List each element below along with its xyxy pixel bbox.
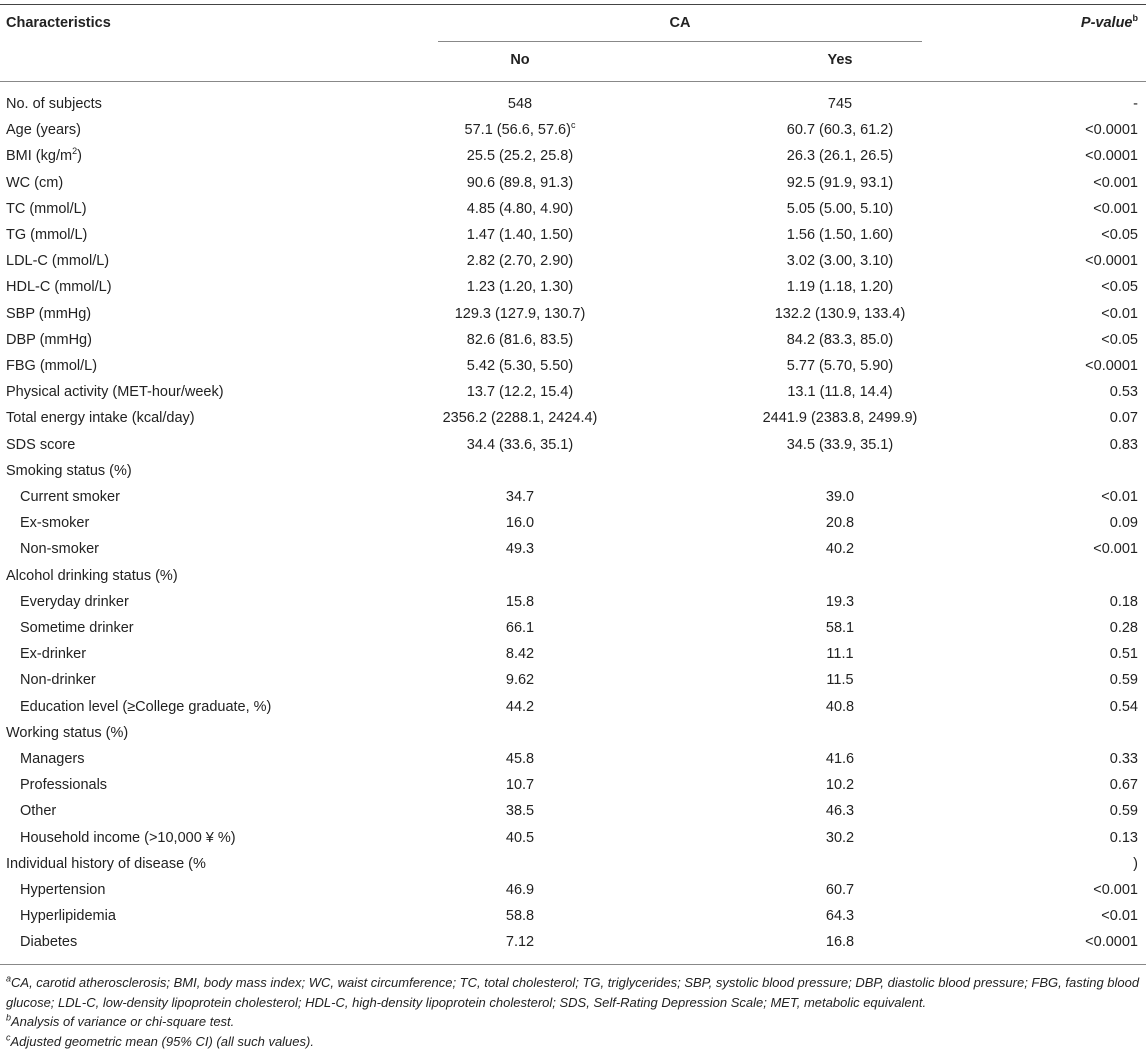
row-label (20, 488, 120, 506)
row-label-text: SDS score (6, 437, 76, 453)
row-label (6, 331, 92, 349)
row-value-no-text: 44.2 (505, 699, 535, 715)
row-value-no-text: 7.12 (505, 934, 535, 950)
row-value-no (440, 488, 600, 506)
header-group-ca: CA (669, 15, 691, 31)
row-value-no-text: 2356.2 (2288.1, 2424.4) (442, 410, 598, 426)
row-value-no (440, 357, 600, 375)
header-pvalue (1081, 14, 1138, 32)
row-value-yes: 5.05 (5.00, 5.10) (786, 201, 894, 217)
row-label-text: Current smoker (20, 489, 120, 505)
row-value-no-sup: c (570, 120, 576, 131)
row-value-no-text: 1.23 (1.20, 1.30) (466, 279, 574, 295)
row-value-yes: 132.2 (130.9, 133.4) (774, 306, 906, 322)
row-label-text: Age (years) (6, 122, 81, 138)
row-label-text: SBP (mmHg) (6, 306, 92, 322)
row-value-no-text: 40.5 (505, 830, 535, 846)
row-pvalue: <0.0001 (1085, 122, 1138, 138)
row-value-no (440, 409, 600, 427)
row-label (20, 750, 84, 768)
row-pvalue: - (1133, 96, 1138, 112)
row-value-no (440, 514, 600, 532)
row-label-text: Non-smoker (20, 541, 99, 557)
row-value-yes: 41.6 (825, 751, 855, 767)
row-pvalue: 0.59 (1109, 803, 1138, 819)
row-value-yes: 2441.9 (2383.8, 2499.9) (762, 410, 918, 426)
row-pvalue: <0.05 (1101, 279, 1138, 295)
row-value-yes: 13.1 (11.8, 14.4) (787, 384, 893, 400)
row-label-text: Other (20, 803, 57, 819)
row-label-text: Ex-drinker (20, 646, 87, 662)
row-value-yes: 11.5 (826, 672, 854, 688)
row-value-no (440, 750, 600, 768)
row-label (20, 698, 271, 716)
row-value-no (440, 278, 600, 296)
row-value-no (440, 121, 600, 139)
row-label-text: Hypertension (20, 882, 106, 898)
row-label-text: Non-drinker (20, 672, 96, 688)
row-value-yes: 40.2 (825, 541, 855, 557)
row-label (6, 278, 112, 296)
footnote-a-sup: a (6, 973, 12, 984)
row-label (6, 462, 132, 480)
row-value-no (440, 226, 600, 244)
row-value-no (440, 147, 600, 165)
table-bottom-rule (0, 964, 1146, 965)
row-value-yes: 3.02 (3.00, 3.10) (786, 253, 894, 269)
row-value-no-text: 49.3 (505, 541, 535, 557)
row-pvalue: <0.001 (1093, 882, 1138, 898)
row-value-no-text: 90.6 (89.8, 91.3) (466, 175, 574, 191)
row-pvalue: 0.09 (1109, 515, 1138, 531)
row-value-no (440, 593, 600, 611)
row-pvalue: 0.07 (1109, 410, 1138, 426)
row-pvalue: 0.51 (1109, 646, 1138, 662)
row-value-no (440, 540, 600, 558)
header-pvalue-sup: b (1132, 13, 1138, 24)
row-label (20, 671, 96, 689)
header-bottom-rule (0, 81, 1146, 82)
row-value-no-text: 548 (507, 96, 533, 112)
row-label-text: No. of subjects (6, 96, 102, 112)
header-yes: Yes (827, 52, 853, 68)
row-value-no (440, 671, 600, 689)
row-label-tail: ) (77, 148, 82, 164)
row-value-no-text: 2.82 (2.70, 2.90) (466, 253, 574, 269)
row-value-no-text: 129.3 (127.9, 130.7) (454, 306, 586, 322)
row-pvalue: ) (1133, 856, 1138, 872)
row-value-no (440, 776, 600, 794)
row-value-yes: 10.2 (825, 777, 855, 793)
row-value-yes: 1.56 (1.50, 1.60) (786, 227, 894, 243)
row-label (20, 540, 99, 558)
row-label (6, 121, 81, 139)
footnote-b-sup: b (6, 1012, 12, 1023)
row-value-no (440, 252, 600, 270)
row-pvalue: 0.28 (1109, 620, 1138, 636)
row-label-text: Managers (20, 751, 85, 767)
row-value-no (440, 200, 600, 218)
row-pvalue: <0.0001 (1085, 253, 1138, 269)
row-pvalue: <0.001 (1093, 541, 1138, 557)
row-label (6, 95, 102, 113)
row-value-yes: 39.0 (825, 489, 855, 505)
row-label (6, 436, 75, 454)
row-value-yes: 5.77 (5.70, 5.90) (786, 358, 894, 374)
row-value-no-text: 57.1 (56.6, 57.6) (464, 122, 571, 138)
row-value-no-text: 8.42 (505, 646, 535, 662)
row-label-text: DBP (mmHg) (6, 332, 92, 348)
row-pvalue: <0.0001 (1085, 148, 1138, 164)
row-pvalue: <0.01 (1101, 908, 1138, 924)
row-value-yes: 34.5 (33.9, 35.1) (786, 437, 894, 453)
header-pvalue-text: P-value (1080, 15, 1133, 31)
row-value-yes: 745 (827, 96, 853, 112)
row-label-text: Sometime drinker (20, 620, 134, 636)
row-label (6, 855, 206, 873)
footnote-c-text: Adjusted geometric mean (95% CI) (all such values). (10, 1033, 314, 1049)
row-value-yes: 11.1 (826, 646, 854, 662)
row-label-text: Working status (%) (6, 725, 129, 741)
row-value-no-text: 34.7 (505, 489, 535, 505)
row-value-no-text: 1.47 (1.40, 1.50) (466, 227, 574, 243)
row-value-no-text: 82.6 (81.6, 83.5) (466, 332, 574, 348)
row-pvalue: <0.05 (1101, 227, 1138, 243)
footnote-c-sup: c (6, 1032, 11, 1043)
row-value-yes: 64.3 (825, 908, 855, 924)
row-pvalue: 0.59 (1109, 672, 1138, 688)
row-label (6, 147, 82, 165)
row-value-no-text: 25.5 (25.2, 25.8) (466, 148, 574, 164)
table-top-rule (0, 4, 1146, 5)
row-pvalue: 0.13 (1109, 830, 1138, 846)
row-label-text: Hyperlipidemia (20, 908, 116, 924)
row-value-yes: 19.3 (825, 594, 855, 610)
row-value-no (440, 933, 600, 951)
row-value-no (440, 802, 600, 820)
row-label-sup: 2 (72, 146, 78, 157)
row-label (6, 357, 97, 375)
row-label (20, 907, 116, 925)
row-value-yes: 92.5 (91.9, 93.1) (786, 175, 894, 191)
row-label-text: Ex-smoker (20, 515, 90, 531)
row-label-text: Diabetes (20, 934, 78, 950)
row-label-text: Professionals (20, 777, 108, 793)
footnote-a-text: CA, carotid atherosclerosis; BMI, body mass index; WC, waist circumference; TC, total cholesterol; TG, triglycerides; SBP, systolic blood pressure; DBP, diastolic blood pressure; FBG, fasting blood glucose; LDL-C, low-density lipoprotein cholesterol; HDL-C, high-density lipoprotein cholesterol; SDS, Self-Rating Depression Scale; MET, metabolic equivalent. (6, 975, 1140, 1010)
row-pvalue: <0.05 (1101, 332, 1138, 348)
row-label-text: Physical activity (MET-hour/week) (6, 384, 224, 400)
row-label (20, 881, 105, 899)
row-pvalue: <0.0001 (1085, 358, 1138, 374)
row-value-yes: 30.2 (825, 830, 855, 846)
row-value-no-text: 9.62 (505, 672, 535, 688)
row-label (6, 383, 224, 401)
row-value-no-text: 15.8 (505, 594, 535, 610)
row-value-no-text: 10.7 (505, 777, 535, 793)
row-value-no-text: 58.8 (505, 908, 535, 924)
row-label-text: BMI (kg/m (6, 148, 73, 164)
row-value-no-text: 16.0 (505, 515, 535, 531)
row-value-no (440, 698, 600, 716)
row-pvalue: 0.53 (1109, 384, 1138, 400)
row-value-no-text: 4.85 (4.80, 4.90) (466, 201, 574, 217)
row-label-text: Education level (≥College graduate, %) (20, 699, 272, 715)
row-label (6, 409, 195, 427)
row-pvalue: 0.83 (1109, 437, 1138, 453)
row-value-no-text: 46.9 (505, 882, 535, 898)
row-label (6, 567, 178, 585)
row-value-yes: 40.8 (825, 699, 855, 715)
row-label (20, 776, 107, 794)
row-value-no (440, 645, 600, 663)
row-label (6, 174, 63, 192)
row-label (20, 802, 56, 820)
row-value-no (440, 95, 600, 113)
row-label (20, 645, 86, 663)
row-value-yes: 60.7 (825, 882, 855, 898)
row-value-no-text: 5.42 (5.30, 5.50) (466, 358, 574, 374)
row-value-yes: 16.8 (825, 934, 855, 950)
footnote-b (6, 1012, 1140, 1032)
row-label (6, 724, 128, 742)
row-label (6, 305, 91, 323)
row-value-yes: 58.1 (825, 620, 855, 636)
row-value-no (440, 174, 600, 192)
row-label (20, 619, 134, 637)
row-value-no (440, 305, 600, 323)
row-label (20, 933, 77, 951)
row-value-yes: 1.19 (1.18, 1.20) (786, 279, 894, 295)
row-label-text: Alcohol drinking status (%) (6, 568, 178, 584)
row-value-no-text: 66.1 (505, 620, 535, 636)
row-label-text: WC (cm) (6, 175, 64, 191)
row-pvalue: 0.67 (1109, 777, 1138, 793)
footnote-c (6, 1032, 1140, 1052)
row-pvalue: <0.001 (1093, 201, 1138, 217)
row-label (6, 226, 87, 244)
row-value-no-text: 38.5 (505, 803, 535, 819)
row-pvalue: <0.01 (1101, 489, 1138, 505)
row-value-yes: 60.7 (60.3, 61.2) (786, 122, 894, 138)
row-value-no (440, 829, 600, 847)
row-value-no (440, 619, 600, 637)
row-value-no-text: 34.4 (33.6, 35.1) (466, 437, 574, 453)
row-pvalue: 0.18 (1109, 594, 1138, 610)
row-value-no (440, 436, 600, 454)
row-value-yes: 84.2 (83.3, 85.0) (786, 332, 894, 348)
row-label (20, 829, 236, 847)
row-value-yes: 20.8 (825, 515, 855, 531)
row-label-text: Total energy intake (kcal/day) (6, 410, 195, 426)
row-label-text: Individual history of disease (% (6, 856, 206, 872)
row-pvalue: 0.54 (1109, 699, 1138, 715)
row-label (6, 252, 109, 270)
row-label-text: Household income (>10,000 ¥ %) (20, 830, 236, 846)
header-no: No (510, 52, 530, 68)
row-label-text: Smoking status (%) (6, 463, 132, 479)
row-value-yes: 26.3 (26.1, 26.5) (786, 148, 894, 164)
row-value-no (440, 907, 600, 925)
row-label-text: LDL-C (mmol/L) (6, 253, 110, 269)
row-label (20, 514, 89, 532)
header-characteristics: Characteristics (6, 15, 111, 31)
group-span-rule (438, 41, 922, 42)
footnotes (6, 973, 1140, 1051)
row-value-yes: 46.3 (825, 803, 855, 819)
row-value-no (440, 383, 600, 401)
row-pvalue: <0.001 (1093, 175, 1138, 191)
footnote-a (6, 973, 1140, 1012)
row-pvalue: 0.33 (1109, 751, 1138, 767)
row-label (6, 200, 87, 218)
row-label-text: Everyday drinker (20, 594, 129, 610)
row-value-no-text: 45.8 (505, 751, 535, 767)
row-label-text: FBG (mmol/L) (6, 358, 98, 374)
row-value-no (440, 331, 600, 349)
row-label-text: HDL-C (mmol/L) (6, 279, 112, 295)
row-label (20, 593, 129, 611)
row-pvalue: <0.01 (1101, 306, 1138, 322)
row-pvalue: <0.0001 (1085, 934, 1138, 950)
row-value-no (440, 881, 600, 899)
row-label-text: TC (mmol/L) (6, 201, 87, 217)
footnote-b-text: Analysis of variance or chi-square test. (11, 1014, 235, 1029)
row-value-no-text: 13.7 (12.2, 15.4) (466, 384, 574, 400)
row-label-text: TG (mmol/L) (6, 227, 88, 243)
